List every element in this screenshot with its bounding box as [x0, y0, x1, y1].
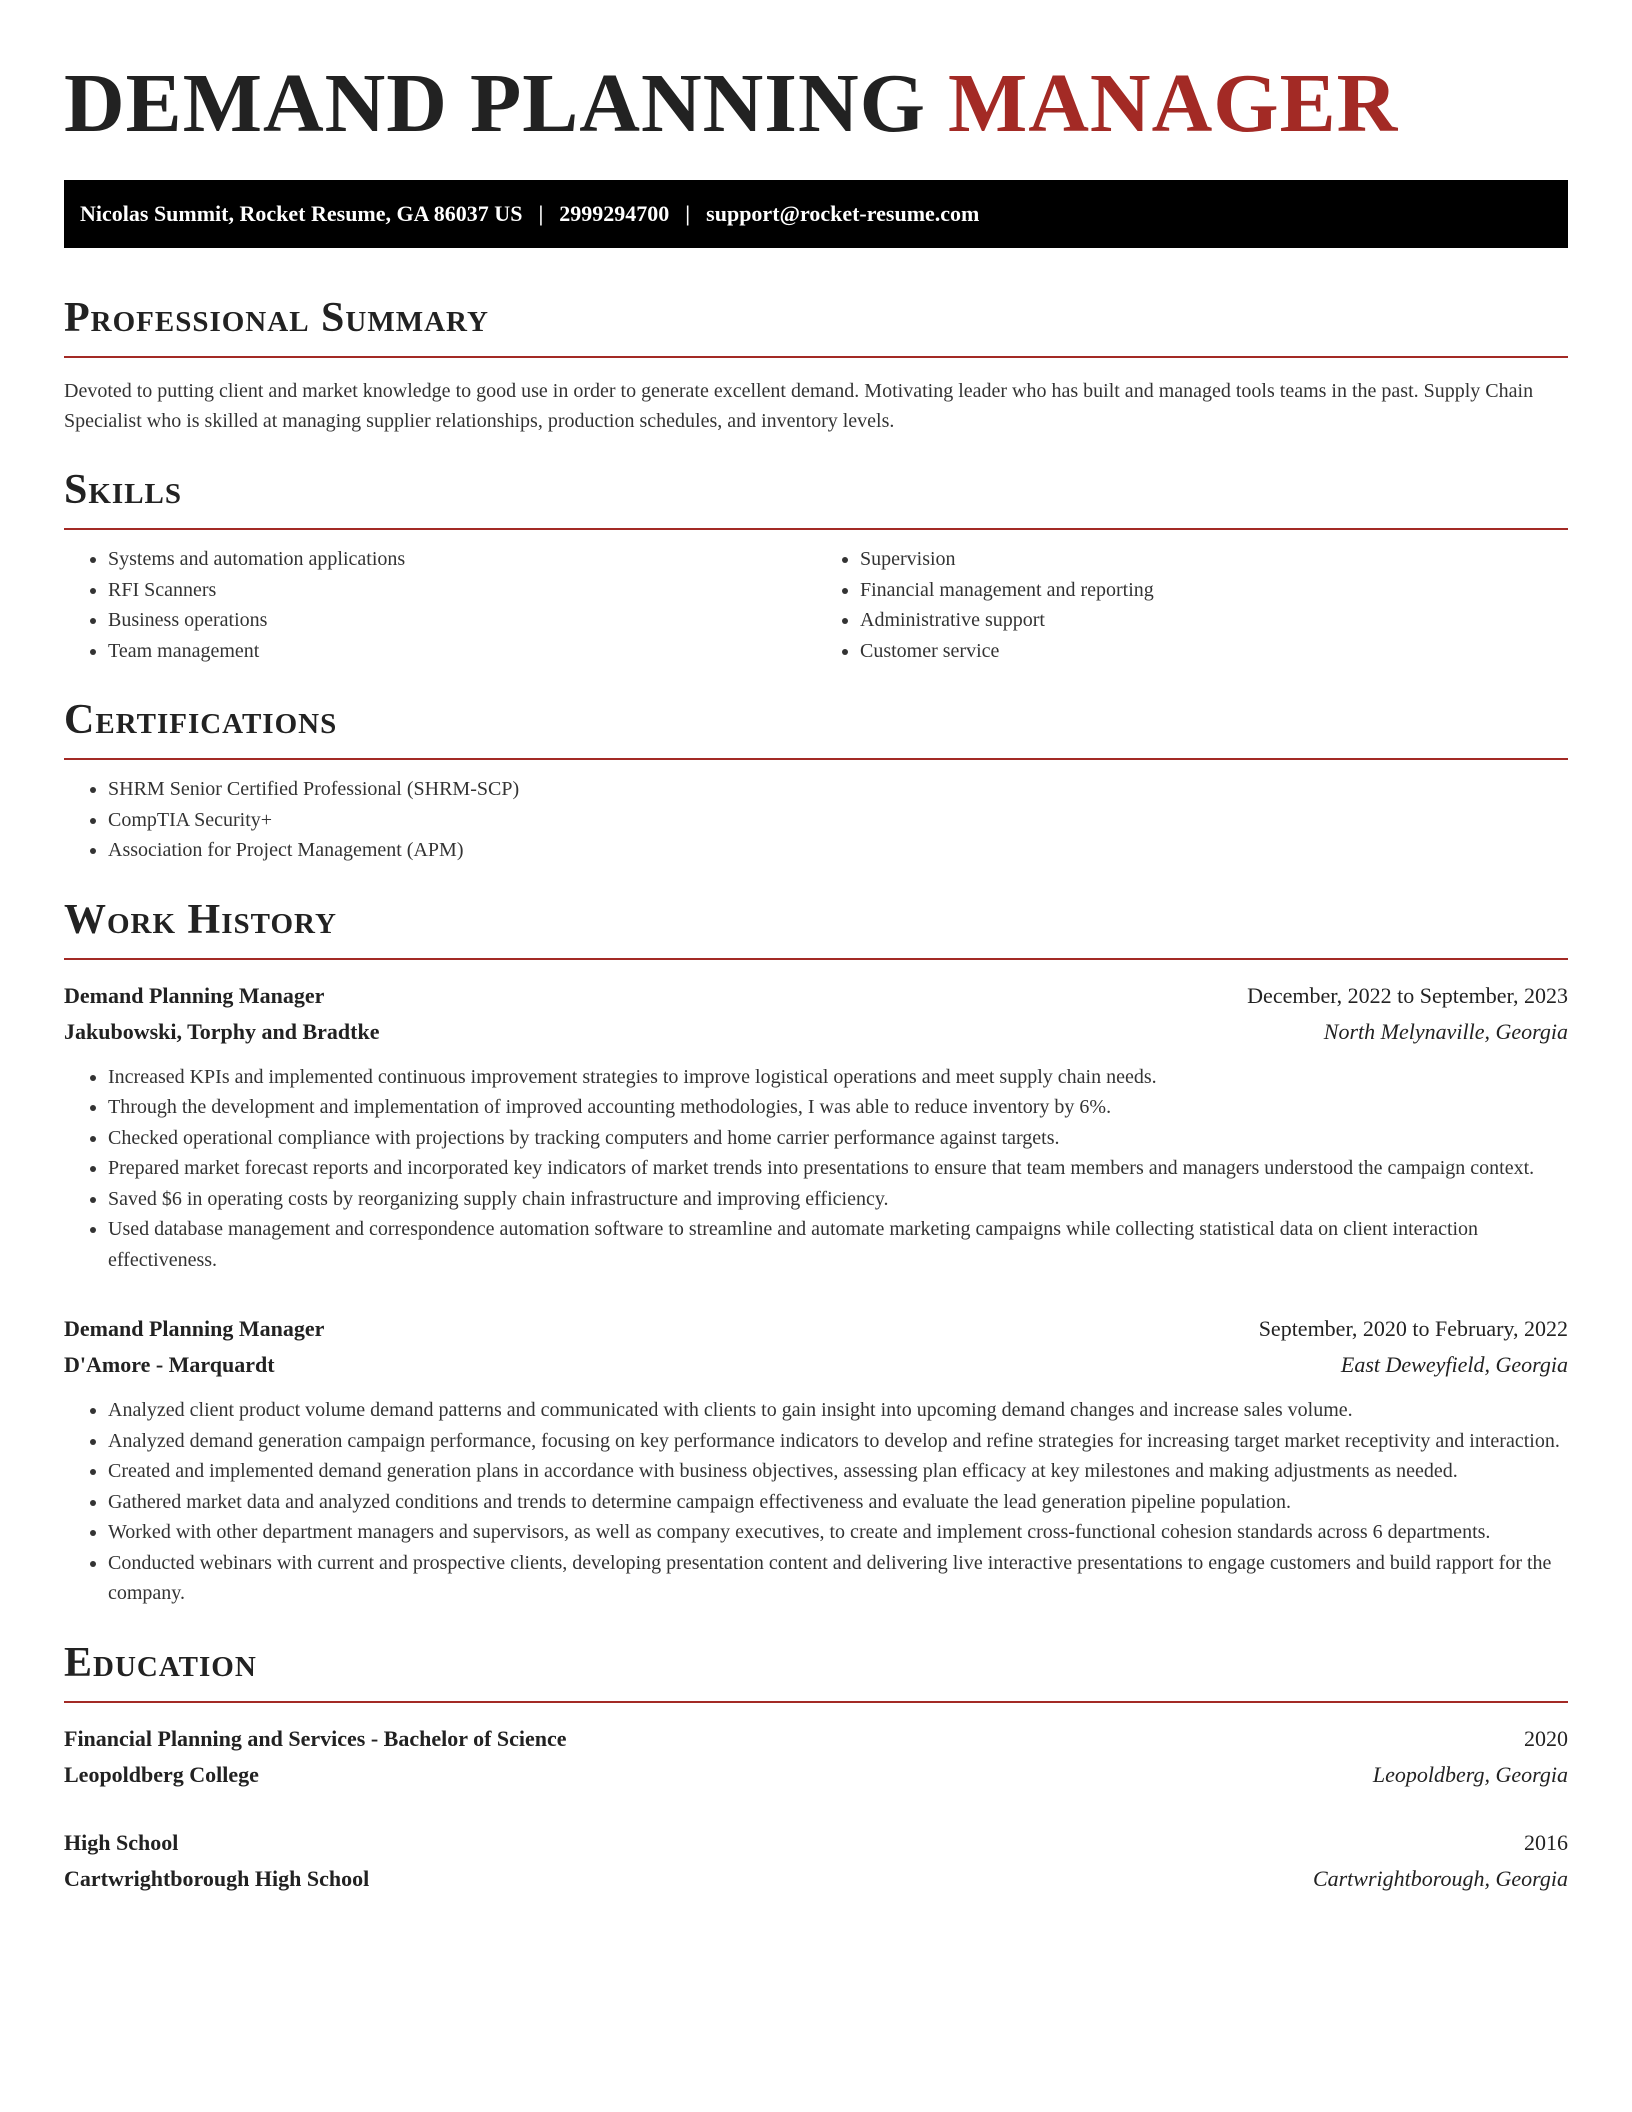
job-header-row [64, 1311, 1568, 1347]
contact-separator: | [685, 201, 691, 226]
education-school: Cartwrightborough High School [64, 1865, 370, 1891]
summary-heading: Professional Summary [64, 295, 489, 341]
certifications-section [64, 696, 1568, 866]
contact-phone: 2999294700 [559, 201, 670, 226]
skills-grid [64, 544, 1568, 666]
skill-item: • Administrative support [860, 605, 1568, 636]
job-bullet: • Saved $6 in operating costs by reorganizing supply chain infrastructure and improving efficiency. [108, 1184, 1568, 1215]
job-entry [64, 1311, 1568, 1609]
job-company: D'Amore - Marquardt [64, 1352, 275, 1377]
job-bullet: • Analyzed client product volume demand patterns and communicated with clients to gain insight into upcoming demand changes and increase sales volume. [108, 1395, 1568, 1426]
work-history-section [64, 896, 1568, 1609]
certification-item: • SHRM Senior Certified Professional (SHRM-SCP) [108, 774, 1568, 805]
skills-section [64, 466, 1568, 666]
education-school-row [64, 1861, 1568, 1897]
skills-heading: Skills [64, 467, 183, 513]
contact-email: support@rocket-resume.com [706, 201, 980, 226]
job-title: Demand Planning Manager [64, 1316, 325, 1341]
summary-text: Devoted to putting client and market knowledge to good use in order to generate excellent demand. Motivating leader who has built and managed tools teams in the past. Supply Chain Specialist who is skilled at managing supplier relationships, production schedules, and inventory levels. [64, 380, 1534, 432]
skill-item: • Customer service [860, 636, 1568, 667]
skill-item: • Financial management and reporting [860, 575, 1568, 606]
education-header-row [64, 1825, 1568, 1861]
skills-list-left [64, 544, 816, 666]
section-divider [64, 356, 1568, 358]
education-year: 2020 [1524, 1725, 1568, 1751]
job-bullet: • Prepared market forecast reports and incorporated key indicators of market trends into presentations to ensure that team members and managers understood the campaign context. [108, 1153, 1568, 1184]
certification-item: • CompTIA Security+ [108, 805, 1568, 836]
education-school-row [64, 1757, 1568, 1793]
certifications-list [64, 774, 1568, 866]
job-dates: December, 2022 to September, 2023 [1247, 982, 1568, 1008]
skill-item: • Supervision [860, 544, 1568, 575]
contact-bar [64, 180, 1568, 248]
education-degree: Financial Planning and Services - Bachelor of Science [64, 1725, 567, 1751]
resume-title [64, 56, 1568, 152]
job-bullet: • Created and implemented demand generation plans in accordance with business objectives, assessing plan efficacy at key milestones and making adjustments as needed. [108, 1456, 1568, 1487]
job-location: North Melynaville, Georgia [1323, 1018, 1568, 1044]
contact-address: Nicolas Summit, Rocket Resume, GA 86037 US [80, 201, 523, 226]
certifications-heading: Certifications [64, 697, 338, 743]
job-bullets [64, 1395, 1568, 1609]
job-dates: September, 2020 to February, 2022 [1258, 1316, 1568, 1341]
title-accent: MANAGER [947, 57, 1399, 150]
education-heading: Education [64, 1639, 257, 1686]
job-bullet: • Worked with other department managers and supervisors, as well as company executives, to create and implement cross-functional cohesion standards across 6 departments. [108, 1517, 1568, 1548]
job-entry [64, 978, 1568, 1276]
education-entry [64, 1825, 1568, 1897]
education-degree: High School [64, 1829, 179, 1855]
contact-separator: | [538, 201, 544, 226]
job-bullet: • Used database management and correspondence automation software to streamline and automate marketing campaigns while collecting statistical data on client interaction effectiveness. [108, 1214, 1568, 1275]
job-bullet: • Analyzed demand generation campaign performance, focusing on key performance indicators to develop and refine strategies for increasing target market receptivity and interaction. [108, 1426, 1568, 1457]
summary-section [64, 294, 1568, 436]
section-divider [64, 958, 1568, 960]
skill-item: • Team management [108, 636, 816, 667]
job-bullet: • Increased KPIs and implemented continuous improvement strategies to improve logistical operations and meet supply chain needs. [108, 1062, 1568, 1093]
job-bullet: • Checked operational compliance with projections by tracking computers and home carrier performance against targets. [108, 1123, 1568, 1154]
job-title: Demand Planning Manager [64, 982, 325, 1008]
education-location: Leopoldberg, Georgia [1372, 1761, 1568, 1787]
title-main: DEMAND PLANNING [64, 57, 926, 150]
job-company-row [64, 1014, 1568, 1050]
job-bullet: • Through the development and implementation of improved accounting methodologies, I was able to reduce inventory by 6%. [108, 1092, 1568, 1123]
job-location: East Deweyfield, Georgia [1340, 1352, 1568, 1377]
section-divider [64, 1701, 1568, 1703]
skill-item: • Business operations [108, 605, 816, 636]
skill-item: • Systems and automation applications [108, 544, 816, 575]
certification-item: • Association for Project Management (APM) [108, 835, 1568, 866]
section-divider [64, 528, 1568, 530]
job-bullet: • Conducted webinars with current and prospective clients, developing presentation content and delivering live interactive presentations to engage customers and build rapport for the company. [108, 1548, 1568, 1609]
section-divider [64, 758, 1568, 760]
education-location: Cartwrightborough, Georgia [1312, 1865, 1568, 1891]
job-bullets [64, 1062, 1568, 1276]
job-company: Jakubowski, Torphy and Bradtke [64, 1018, 380, 1044]
education-school: Leopoldberg College [64, 1761, 259, 1787]
skills-list-right [816, 544, 1568, 666]
education-entry [64, 1721, 1568, 1793]
skill-item: • RFI Scanners [108, 575, 816, 606]
job-header-row [64, 978, 1568, 1014]
education-section [64, 1639, 1568, 1897]
job-company-row [64, 1347, 1568, 1383]
education-header-row [64, 1721, 1568, 1757]
education-year: 2016 [1524, 1829, 1568, 1855]
work-history-heading: Work History [64, 896, 337, 943]
job-bullet: • Gathered market data and analyzed conditions and trends to determine campaign effectiveness and evaluate the lead generation pipeline population. [108, 1487, 1568, 1518]
